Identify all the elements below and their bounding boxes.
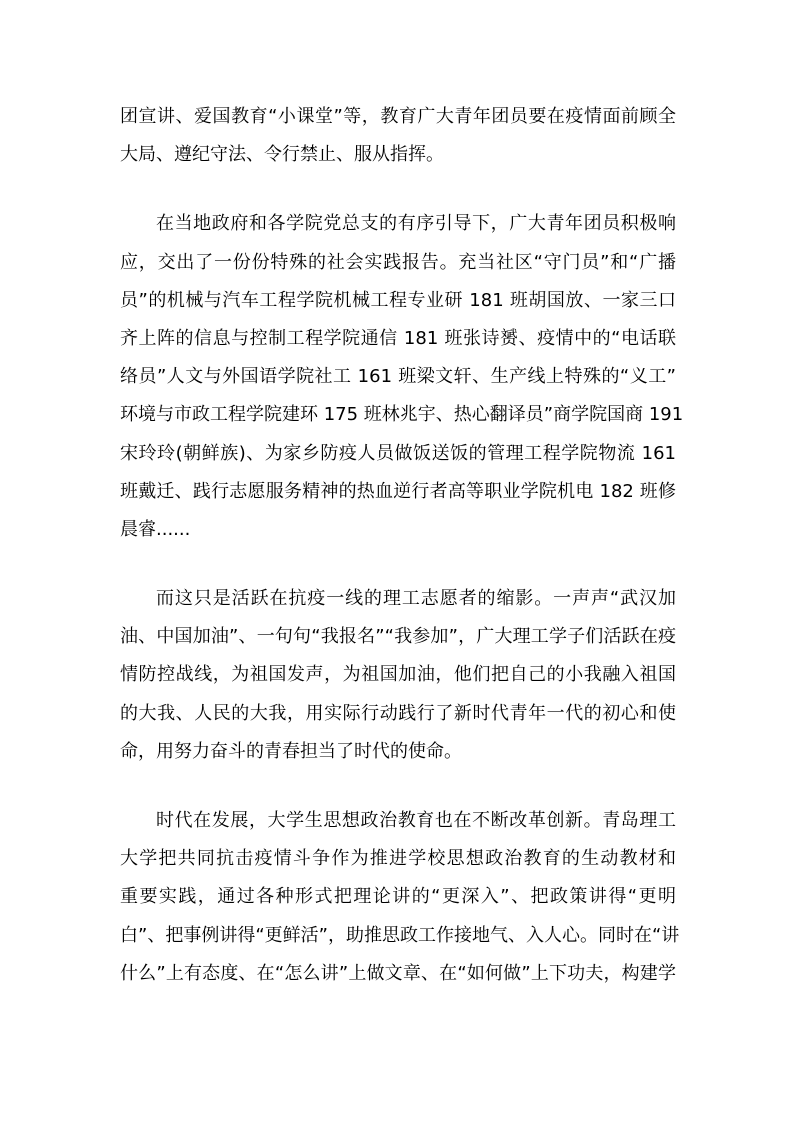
text-line: 络员”人文与外国语学院社工 161 班梁文轩、生产线上特殊的“义工” <box>120 366 676 388</box>
text-line: 齐上阵的信息与控制工程学院通信 181 班张诗赟、疫情中的“电话联 <box>120 327 676 349</box>
text-line: 班戴迁、践行志愿服务精神的热血逆行者高等职业学院机电 182 班修 <box>120 480 676 502</box>
text-line: 命，用努力奋斗的青春担当了时代的使命。 <box>120 740 462 762</box>
text-line: 应，交出了一份份特殊的社会实践报告。充当社区“守门员”和“广播 <box>120 251 676 273</box>
text-line: 而这只是活跃在抗疫一线的理工志愿者的缩影。一声声“武汉加 <box>156 588 676 610</box>
text-line: 在当地政府和各学院党总支的有序引导下，广大青年团员积极响 <box>156 213 676 235</box>
document-page <box>120 98 684 993</box>
text-line: 宋玲玲(朝鲜族)、为家乡防疫人员做饭送饭的管理工程学院物流 161 <box>120 442 676 464</box>
text-line: 油、中国加油”、一句句“我报名”“我参加”，广大理工学子们活跃在疫 <box>120 626 676 648</box>
text-line: 什么”上有态度、在“怎么讲”上做文章、在“如何做”上下功夫，构建学 <box>120 962 676 984</box>
paragraph-4 <box>120 802 680 993</box>
paragraph-2 <box>120 205 684 549</box>
text-line: 晨睿...... <box>120 518 191 540</box>
text-line: 的大我、人民的大我，用实际行动践行了新时代青年一代的初心和使 <box>120 702 676 724</box>
text-line: 环境与市政工程学院建环 175 班林兆宇、热心翻译员”商学院国商 191 <box>120 404 684 426</box>
paragraph-1 <box>120 98 676 174</box>
text-line: 大学把共同抗击疫情斗争作为推进学校思想政治教育的生动教材和 <box>120 848 676 870</box>
text-line: 重要实践，通过各种形式把理论讲的“更深入”、把政策讲得“更明 <box>120 886 676 908</box>
text-line: 时代在发展，大学生思想政治教育也在不断改革创新。青岛理工 <box>156 810 676 831</box>
text-line: 员”的机械与汽车工程学院机械工程专业研 181 班胡国放、一家三口 <box>120 289 676 311</box>
text-line: 情防控战线，为祖国发声，为祖国加油，他们把自己的小我融入祖国 <box>120 664 676 686</box>
text-line: 团宣讲、爱国教育“小课堂”等，教育广大青年团员要在疫情面前顾全 <box>120 106 676 127</box>
text-line: 大局、遵纪守法、令行禁止、服从指挥。 <box>120 144 444 166</box>
paragraph-3 <box>120 580 676 771</box>
text-line: 白”、把事例讲得“更鲜活”，助推思政工作接地气、入人心。同时在“讲 <box>120 924 680 946</box>
